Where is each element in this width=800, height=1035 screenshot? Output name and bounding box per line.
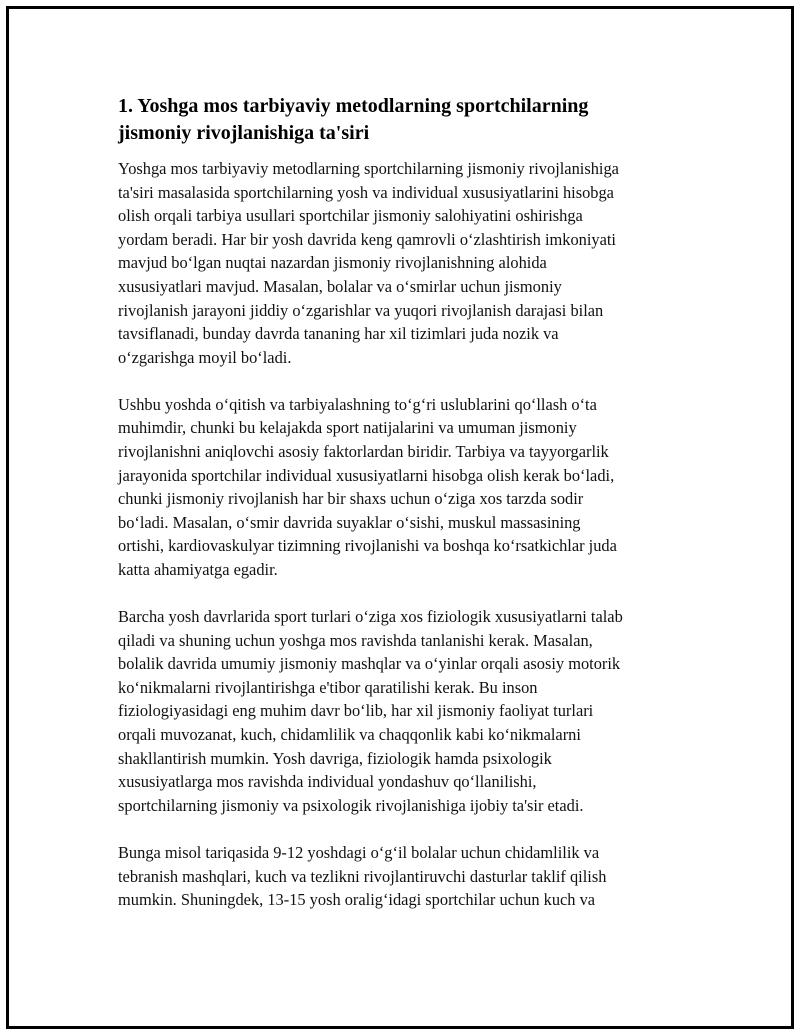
paragraph-3: Barcha yosh davrlarida sport turlari o‘ziga xos fiziologik xususiyatlarni talab qiladi va shuning uchun yoshga mos ravishda tanlanishi kerak. Masalan, bolalik davrida umumiy jismoniy mashqlar va o‘yinlar orqali asosiy motorik ko‘nikmalarni rivojlantirishga e'tibor qaratilishi kerak. Bu inson fiziologiyasidagi eng muhim davr bo‘lib, har xil jismoniy faoliyat turlari orqali muvozanat, kuch, chidamlilik va chaqqonlik kabi ko‘nikmalarni shakllantirish mumkin. Yosh davriga, fiziologik hamda psixologik xususiyatlarga mos ravishda individual yondashuv qo‘llanilishi, sportchilarning jismoniy va psixologik rivojlanishiga ijobiy ta'sir etadi.	[118, 607, 623, 815]
section-title-line-2: jismoniy rivojlanishiga ta'siri	[118, 122, 370, 144]
section-title-line-1: 1. Yoshga mos tarbiyaviy metodlarning sportchilarning	[118, 95, 589, 117]
paragraph-1: Yoshga mos tarbiyaviy metodlarning sportchilarning jismoniy rivojlanishiga ta'siri masalasida sportchilarning yosh va individual xususiyatlarini hisobga olish orqali tarbiya usullari sportchilar jismoniy salohiyatini oshirishga yordam beradi. Har bir yosh davrida keng qamrovli o‘zlashtirish imkoniyati mavjud bo‘lgan nuqtai nazardan jismoniy rivojlanishning alohida xususiyatlari mavjud. Masalan, bolalar va o‘smirlar uchun jismoniy rivojlanish jarayoni jiddiy o‘zgarishlar va yuqori rivojlanish darajasi bilan tavsiflanadi, bunday davrda tananing har xil tizimlari juda nozik va o‘zgarishga moyil bo‘ladi.	[118, 159, 619, 367]
paragraph-2: Ushbu yoshda o‘qitish va tarbiyalashning to‘g‘ri uslublarini qo‘llash o‘ta muhimdir, chunki bu kelajakda sport natijalarini va umuman jismoniy rivojlanishni aniqlovchi asosiy faktorlardan biridir. Tarbiya va tayyorgarlik jarayonida sportchilar individual xususiyatlarni hisobga olish kerak bo‘ladi, chunki jismoniy rivojlanish har bir shaxs uchun o‘ziga xos tarzda sodir bo‘ladi. Masalan, o‘smir davrida suyaklar o‘sishi, muskul massasining ortishi, kardiovaskulyar tizimning rivojlanishi va boshqa ko‘rsatkichlar juda katta ahamiyatga egadir.	[118, 394, 617, 579]
paragraph-4: Bunga misol tariqasida 9-12 yoshdagi o‘g‘il bolalar uchun chidamlilik va tebranish mashqlari, kuch va tezlikni rivojlantiruvchi dasturlar taklif qilish mumkin. Shuningdek, 13-15 yosh oralig‘idagi sportchilar uchun kuch va	[118, 842, 607, 910]
document-body	[118, 93, 718, 935]
section-title	[118, 93, 718, 147]
